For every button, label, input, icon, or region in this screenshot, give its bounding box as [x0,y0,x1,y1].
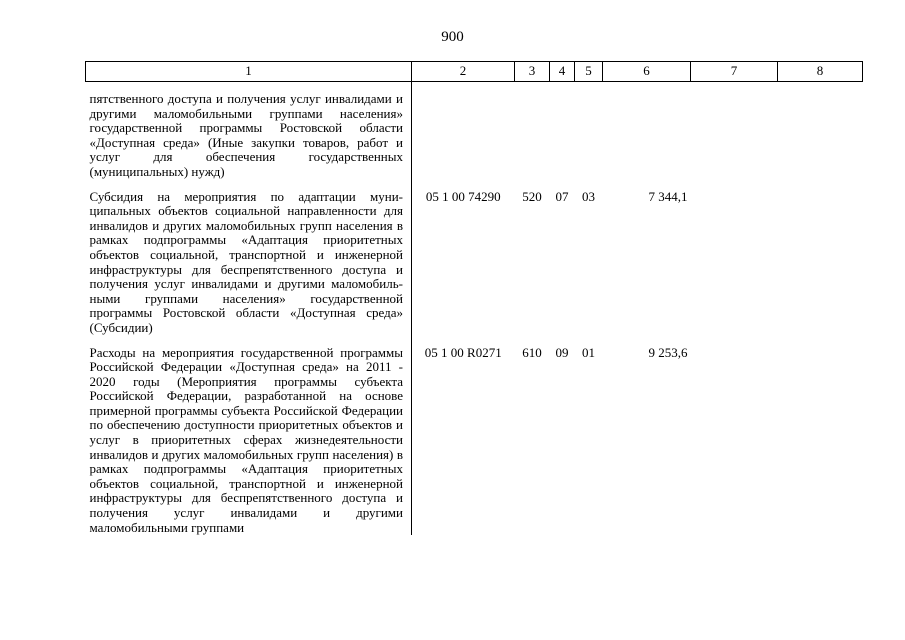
table-row [86,346,863,536]
column-header-1: 1 [86,62,412,82]
page-number: 900 [441,29,464,45]
row-spacer [86,336,863,346]
amount-value-col7 [691,190,778,336]
column-header-7: 7 [691,62,778,82]
column-header-2: 2 [412,62,515,82]
subsection-code: 01 [582,344,595,360]
column-header-4: 4 [550,62,575,82]
subsection-code [575,92,603,180]
target-article-code: 05 1 00 R0271 [424,344,502,360]
table-row [86,190,863,336]
column-header-5: 5 [575,62,603,82]
section-code: 09 [555,344,569,360]
amount-value [603,92,691,180]
column-header-8: 8 [778,62,863,82]
target-article-code [412,92,515,180]
amount-value-col8 [778,190,863,336]
amount-value-col7 [691,92,778,180]
column-header-3: 3 [515,62,550,82]
column-header-6: 6 [603,62,691,82]
expense-type-code: 610 [522,344,542,360]
table-row [86,92,863,180]
expense-type-code: 520 [522,188,542,204]
target-article-code: 05 1 00 74290 [425,188,501,204]
amount-value-col8 [778,92,863,180]
amount-value: 9 253,6 [648,344,688,360]
subsection-code: 03 [582,188,595,204]
amount-value: 7 344,1 [648,188,688,204]
amount-value-col7 [691,346,778,536]
row-description: Расходы на мероприятия государственной программы Российской Федерации «Доступная среда» на 2011 - 2020 годы (Мероприятия программы субъекта Российской Федерации, разработанной на основе примерной программы субъекта Российской Федерации по обеспечению доступности приоритетных объектов и услуг в приоритетных сферах жизнедеятельности инвалидов и других маломобильных групп населения) в рамках подпрограммы «Адаптация приоритетных объектов социальной, транспортной и инженерной инфраструктуры для беспрепятственного доступа и получения услуг инвалидами и другими маломобильными группами [86,346,412,536]
section-code: 07 [555,188,569,204]
amount-value-col8 [778,346,863,536]
expense-type-code [515,92,550,180]
row-description: пятственного доступа и получения услуг инвалидами и другими маломобильными группами населения» государственной программы Ростовской области «Доступная среда» (Иные закупки товаров, работ и услуг для обеспечения государственных (муниципальных) нужд) [86,92,412,180]
table-header-row [86,62,863,82]
budget-table [85,61,863,535]
row-description: Субсидия на мероприятия по адаптации муниципальных объектов социальной направленности для инвалидов и других маломобильных групп населения в рамках подпрограммы «Адаптация приоритетных объектов социальной, транспортной и инженерной инфраструктуры для беспрепятственного доступа и получения услуг инвалидами и другими маломобильными группами населения» государственной программы Ростовской области «Доступная среда» (Субсидии) [86,190,412,336]
section-code [550,92,575,180]
